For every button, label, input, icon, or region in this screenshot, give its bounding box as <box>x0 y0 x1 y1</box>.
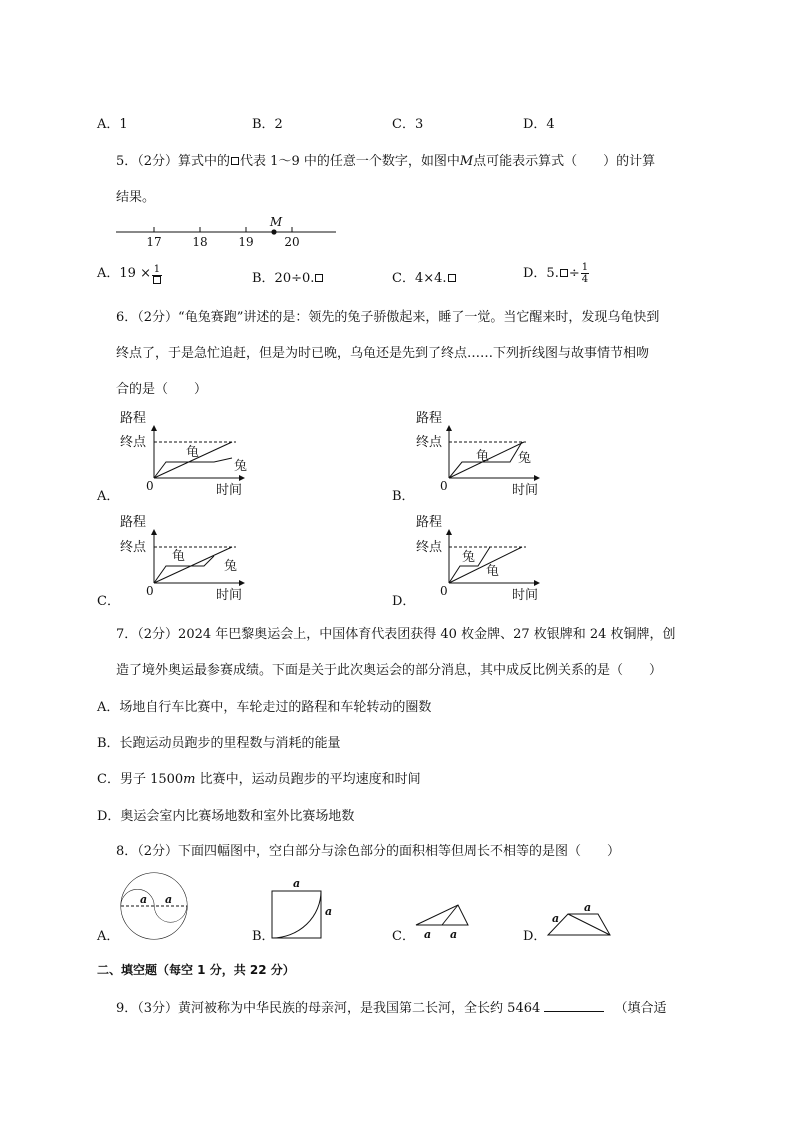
graph-b-ylabel: 路程 <box>416 411 443 426</box>
point-m-label: M <box>269 215 283 229</box>
figure-c <box>416 905 468 941</box>
graph-d-tortoise: 龟 <box>486 564 500 579</box>
q7-option-a: A．场地自行车比赛中，车轮走过的路程和车轮转动的圈数 <box>97 700 432 715</box>
q7-option-c-part-a: C．男子 1500 <box>97 772 184 787</box>
graph-c-ylabel: 路程 <box>120 515 147 530</box>
q6-option-d: D． <box>392 594 416 609</box>
q5-option-d-divide: ÷ <box>568 266 580 281</box>
q9-answer-blank[interactable] <box>544 999 604 1012</box>
figure-a-label-2: a <box>165 893 173 906</box>
q8-option-b: B． <box>252 929 275 944</box>
figure-d-label-top: a <box>584 901 592 914</box>
q9-stem-text: 9．（3分）黄河被称为中华民族的母亲河，是我国第二长河，全长约 5464 <box>116 1001 541 1016</box>
q4-option-c: C．3 <box>392 117 424 132</box>
graph-a-rabbit: 兔 <box>234 459 248 474</box>
figure-a-label-1: a <box>140 893 148 906</box>
figure-a <box>121 873 187 939</box>
graph-d-ylabel: 路程 <box>416 515 443 530</box>
section-title: 二、填空题（每空 1 分，共 22 分） <box>97 963 295 977</box>
graph-a-xlabel: 时间 <box>216 483 243 498</box>
figure-c-label-2: a <box>450 928 458 941</box>
graph-d-finish: 终点 <box>416 540 443 555</box>
q5-stem-part-b: 代表 1～9 中的任意一个数字，如图中 <box>240 154 460 169</box>
tick-label-19: 19 <box>238 235 254 249</box>
figure-d <box>548 901 610 935</box>
q7-option-c-unit: m <box>183 772 196 787</box>
q4-option-d: D．4 <box>523 117 555 132</box>
graph-c-xlabel: 时间 <box>216 588 243 603</box>
q4-option-a: A．1 <box>97 117 128 132</box>
graph-b-xlabel: 时间 <box>512 483 539 498</box>
q5-option-b-text: B．20÷0. <box>252 271 315 286</box>
graph-d-origin: 0 <box>440 584 448 598</box>
q4-option-b: B．2 <box>252 117 283 132</box>
q6-stem-line1: 6．（2分）“龟兔赛跑”讲述的是：领先的兔子骄傲起来，睡了一觉。当它醒来时，发现乌龟快到 <box>116 310 660 325</box>
figure-c-label-1: a <box>424 928 432 941</box>
q5-stem-m: M <box>459 154 474 169</box>
q8-option-d: D． <box>523 929 547 944</box>
q5-option-c-text: C．4×4. <box>392 271 447 286</box>
figure-b <box>272 877 332 938</box>
figure-d-label-left: a <box>552 912 560 925</box>
q7-option-b: B．长跑运动员跑步的里程数与消耗的能量 <box>97 736 341 751</box>
q7-stem-line2: 造了境外奥运最参赛成绩。下面是关于此次奥运会的部分消息，其中成反比例关系的是（ ） <box>116 663 663 678</box>
graph-a-tortoise: 龟 <box>186 445 200 460</box>
tick-label-17: 17 <box>146 235 162 249</box>
q6-stem-line3: 合的是（ ） <box>116 382 208 397</box>
q5-stem-part-c: 点可能表示算式（ ）的计算 <box>473 154 656 169</box>
tick-label-20: 20 <box>284 235 300 249</box>
graph-b-rabbit: 兔 <box>518 451 532 466</box>
graph-a-ylabel: 路程 <box>120 411 147 426</box>
q7-option-c-part-b: 比赛中，运动员跑步的平均速度和时间 <box>195 772 421 787</box>
graph-a-finish: 终点 <box>120 435 147 450</box>
q6-stem-line2: 终点了，于是急忙追赶，但是为时已晚，乌龟还是先到了终点……下列折线图与故事情节相吻 <box>116 346 650 361</box>
q8-option-c: C． <box>392 929 415 944</box>
graph-b-finish: 终点 <box>416 435 443 450</box>
q9-stem-line1 <box>116 997 667 1016</box>
graph-d-xlabel: 时间 <box>512 588 539 603</box>
q7-option-d: D．奥运会室内比赛场地数和室外比赛场地数 <box>97 809 355 824</box>
graph-c-origin: 0 <box>146 584 154 598</box>
tick-label-18: 18 <box>192 235 208 249</box>
q8-option-a: A． <box>97 929 120 944</box>
q5-stem-line2: 结果。 <box>116 190 156 205</box>
graph-b-origin: 0 <box>440 479 448 493</box>
q5-option-d-numerator: 1 <box>581 262 589 273</box>
graph-d-rabbit: 兔 <box>462 550 476 565</box>
q5-option-d-denominator: 4 <box>581 274 589 285</box>
q6-option-c: C． <box>97 594 120 609</box>
graph-c-tortoise: 龟 <box>172 549 186 564</box>
q7-stem-line1: 7．（2分）2024 年巴黎奥运会上，中国体育代表团获得 40 枚金牌、27 枚银牌和 24 枚铜牌，创 <box>116 627 676 642</box>
q6-option-b: B． <box>392 489 415 504</box>
graph-a-origin: 0 <box>146 479 154 493</box>
q6-option-a: A． <box>97 489 120 504</box>
figure-b-label-top: a <box>293 877 301 890</box>
graph-b-tortoise: 龟 <box>476 449 490 464</box>
q5-option-d-text: D．5. <box>523 266 559 281</box>
q5-option-a-text: A．19 × <box>97 266 151 281</box>
q5-option-a-numerator: 1 <box>153 263 161 275</box>
q8-stem-line1: 8．（2分）下面四幅图中，空白部分与涂色部分的面积相等但周长不相等的是图（ ） <box>116 844 621 859</box>
graph-c-finish: 终点 <box>120 540 147 555</box>
q9-stem-end: （填合适 <box>614 1001 667 1016</box>
q5-stem-part-a: 5．（2分）算式中的 <box>116 154 231 169</box>
graph-c-rabbit: 兔 <box>224 559 238 574</box>
figure-b-label-right: a <box>325 905 333 918</box>
